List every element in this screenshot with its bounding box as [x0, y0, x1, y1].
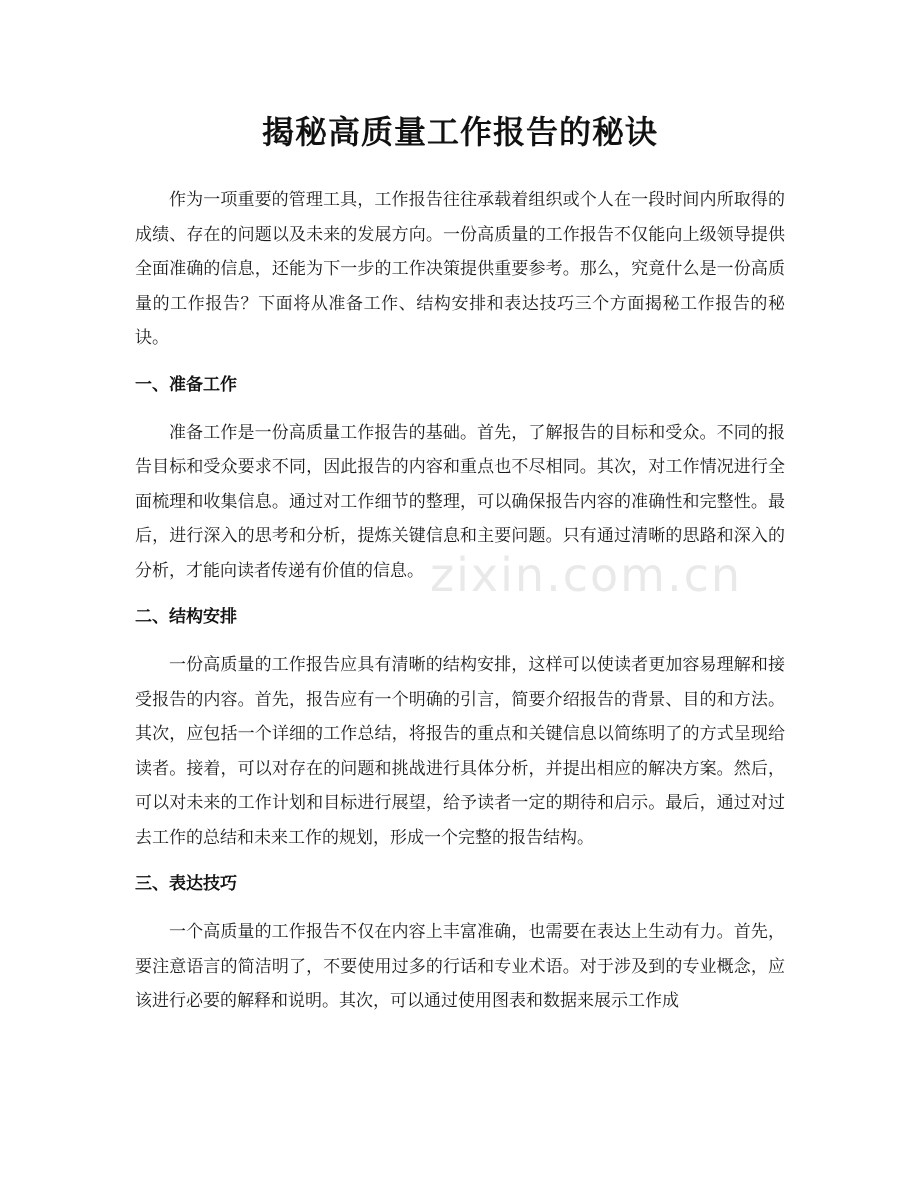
section-body-structure: 一份高质量的工作报告应具有清晰的结构安排，这样可以使读者更加容易理解和接受报告的内容。首先，报告应有一个明确的引言，简要介绍报告的背景、目的和方法。其次，应包括一个详细的工作总结，将报告的重点和关键信息以简练明了的方式呈现给读者。接着，可以对存在的问题和挑战进行具体分析，并提出相应的解决方案。然后，可以对未来的工作计划和目标进行展望，给予读者一定的期待和启示。最后，通过对过去工作的总结和未来工作的规划，形成一个完整的报告结构。	[135, 655, 785, 848]
document-content	[135, 183, 785, 1019]
section-body-expression: 一个高质量的工作报告不仅在内容上丰富准确，也需要在表达上生动有力。首先，要注意语言的简洁明了，不要使用过多的行话和专业术语。对于涉及到的专业概念，应该进行必要的解释和说明。其次，可以通过使用图表和数据来展示工作成	[135, 922, 785, 1011]
watermark: zixin.com.cn	[430, 548, 743, 602]
document-title: 揭秘高质量工作报告的秘诀	[261, 113, 658, 151]
section-heading-preparation: 一、准备工作	[135, 374, 237, 395]
section-heading-expression: 三、表达技巧	[135, 874, 237, 894]
intro-paragraph: 作为一项重要的管理工具，工作报告往往承载着组织或个人在一段时间内所取得的成绩、存在的问题以及未来的发展方向。一份高质量的工作报告不仅能向上级领导提供全面准确的信息，还能为下一步的工作决策提供重要参考。那么，究竟什么是一份高质量的工作报告？下面将从准备工作、结构安排和表达技巧三个方面揭秘工作报告的秘诀。	[135, 190, 785, 348]
section-heading-structure: 二、结构安排	[135, 607, 237, 627]
section-body-preparation: 准备工作是一份高质量工作报告的基础。首先，了解报告的目标和受众。不同的报告目标和受众要求不同，因此报告的内容和重点也不尽相同。其次，对工作情况进行全面梳理和收集信息。通过对工作细节的整理，可以确保报告内容的准确性和完整性。最后，进行深入的思考和分析，提炼关键信息和主要问题。只有通过清晰的思路和深入的分析，才能向读者传递有价值的信息。	[135, 422, 785, 581]
